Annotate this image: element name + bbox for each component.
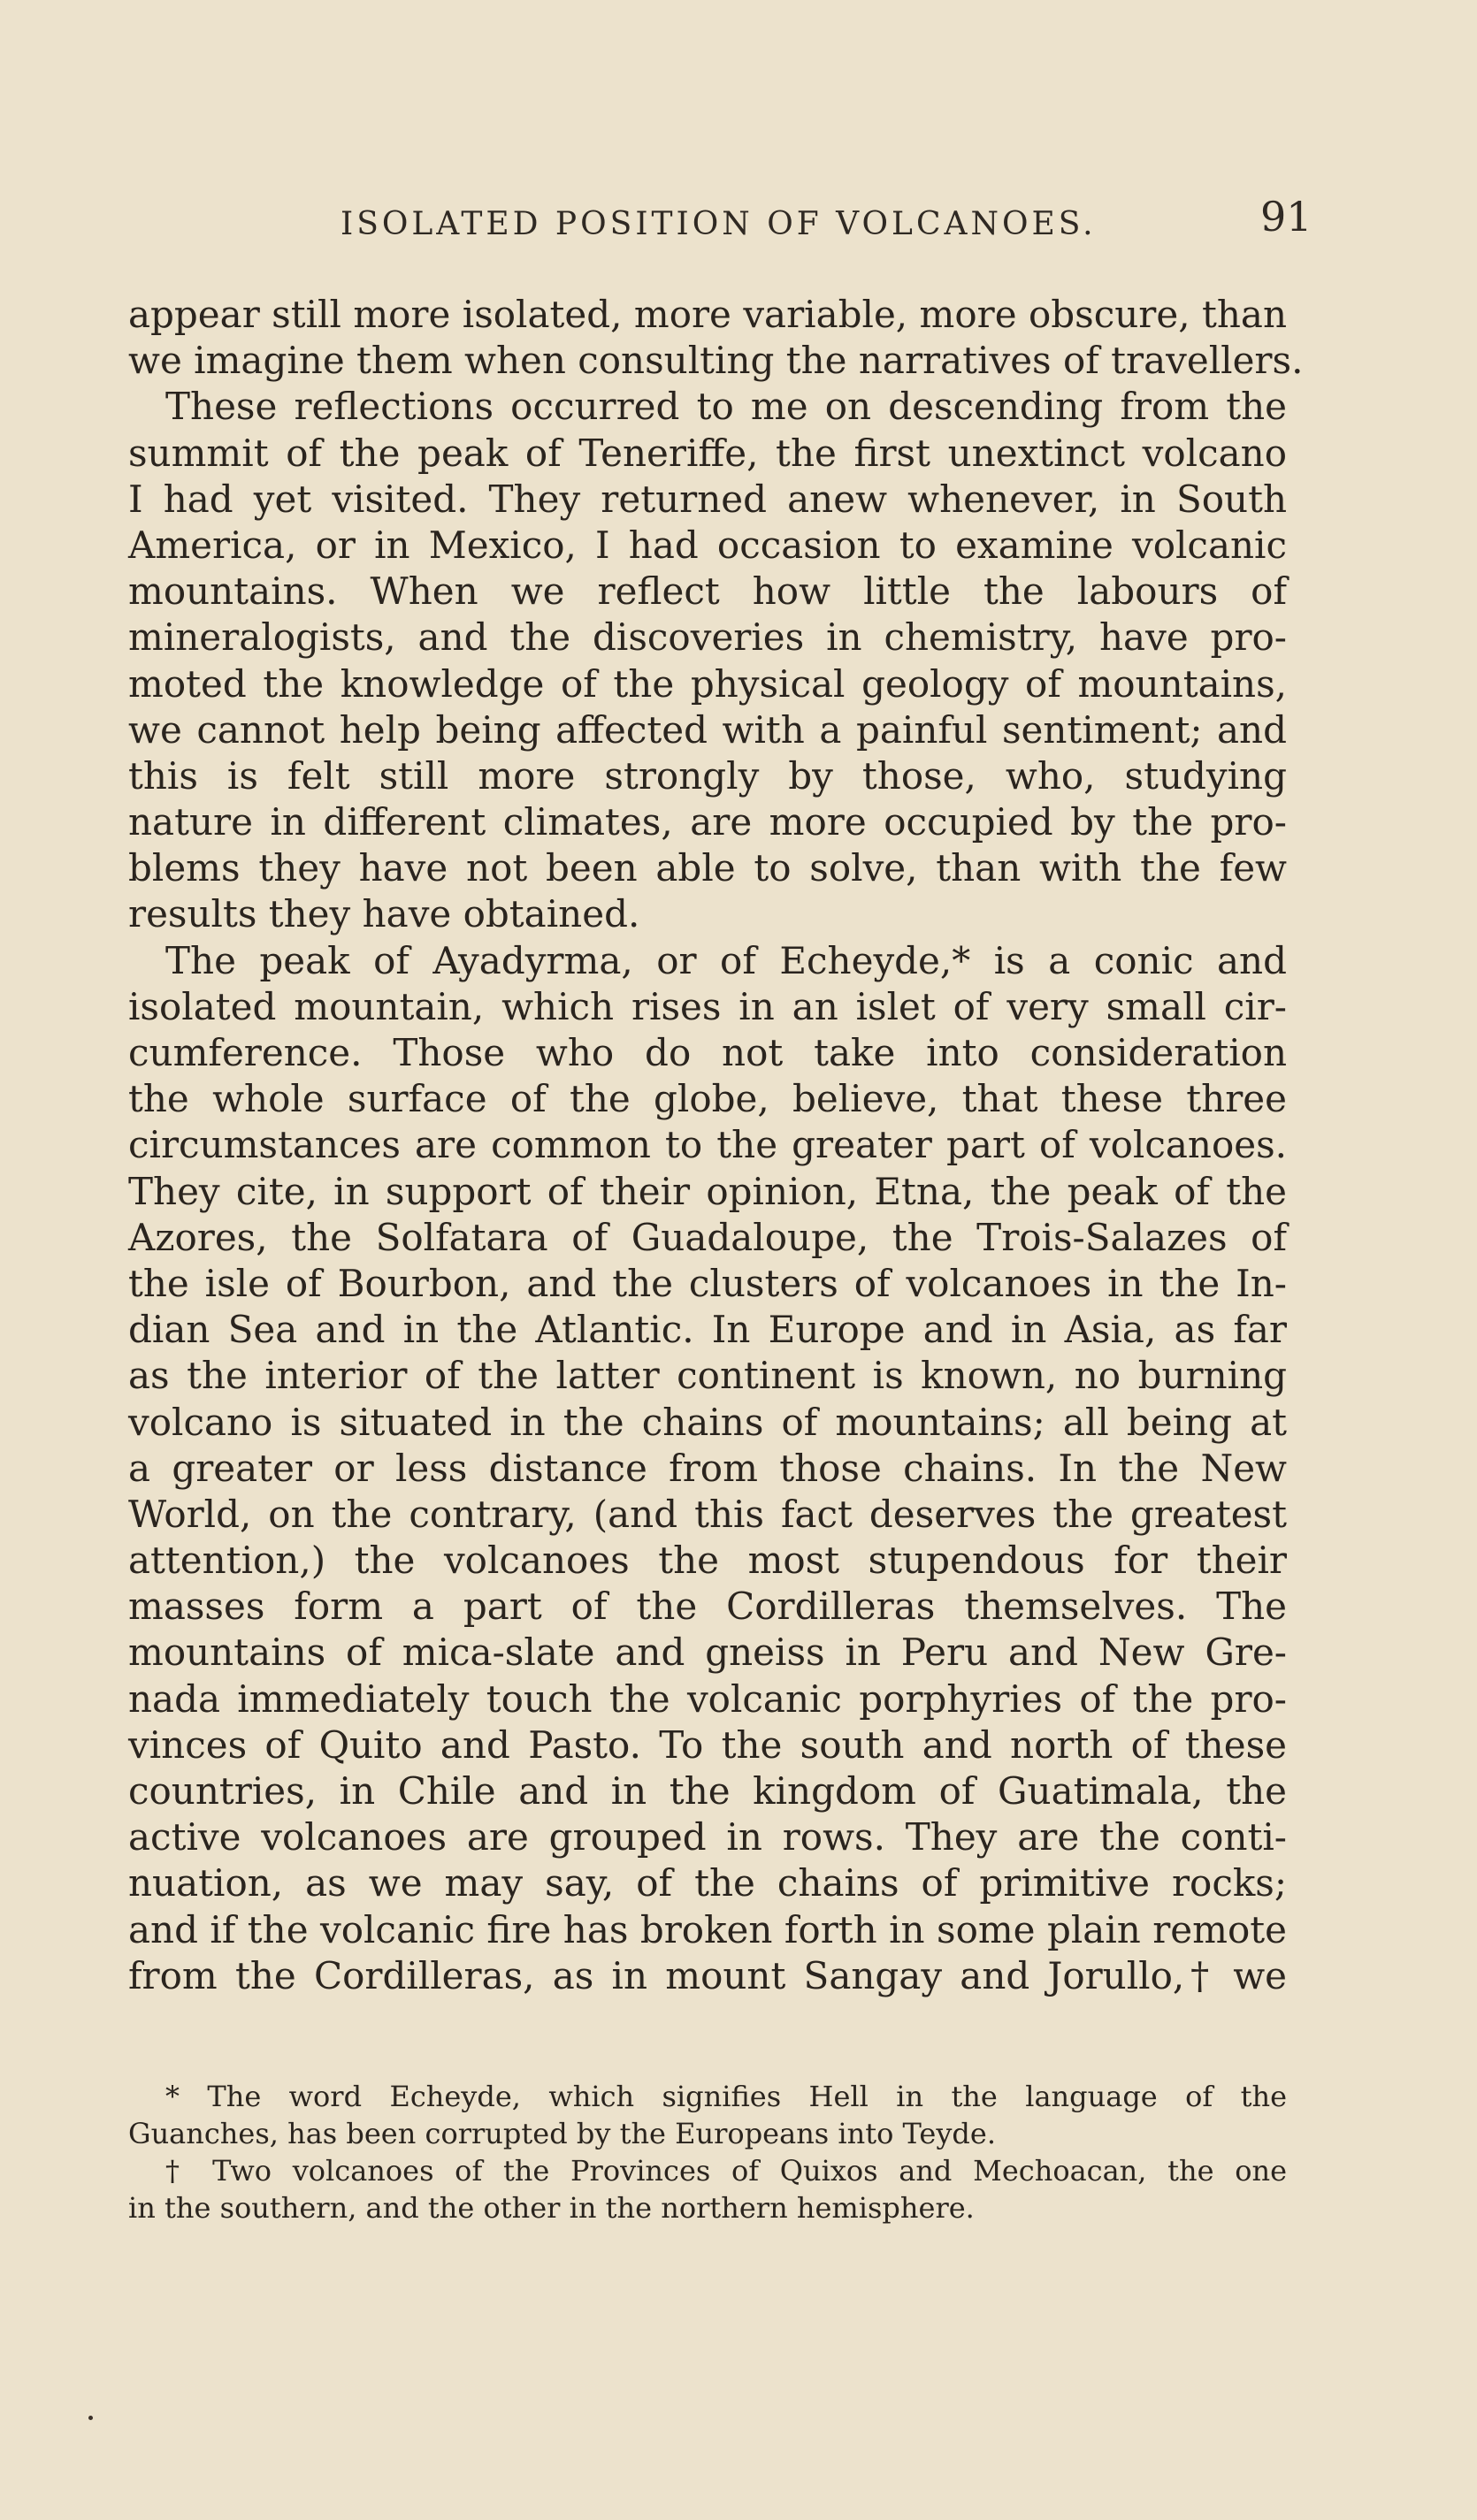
- footnote-line: in the southern, and the other in the northern hemisphere.: [128, 2191, 975, 2225]
- text-line: as the interior of the latter continent is known, no burning: [128, 1354, 1287, 1398]
- text-line: nuation, as we may say, of the chains of primitive rocks;: [128, 1861, 1287, 1905]
- text-line: we imagine them when consulting the narratives of travellers.: [128, 339, 1304, 383]
- text-line: a greater or less distance from those chains. In the New: [128, 1446, 1287, 1490]
- text-line: nature in different climates, are more occupied by the pro-: [128, 800, 1287, 844]
- text-line: vinces of Quito and Pasto. To the south and north of these: [128, 1722, 1287, 1767]
- text-line: nada immediately touch the volcanic porphyries of the pro-: [128, 1676, 1287, 1721]
- text-line: The peak of Ayadyrma, or of Echeyde,* is a conic and: [165, 938, 1287, 982]
- text-line: Azores, the Solfatara of Guadaloupe, the Trois-Salazes of: [128, 1215, 1287, 1259]
- text-line: World, on the contrary, (and this fact deserves the greatest: [128, 1492, 1287, 1536]
- footnotes: [128, 2078, 1287, 2226]
- text-line: blems they have not been able to solve, than with the few: [128, 846, 1287, 890]
- text-line: from the Cordilleras, as in mount Sangay and Jorullo,† we: [128, 1953, 1287, 1997]
- text-line: America, or in Mexico, I had occasion to examine volcanic: [128, 523, 1287, 567]
- text-line: circumstances are common to the greater part of volcanoes.: [128, 1123, 1287, 1167]
- text-line: we cannot help being affected with a painful sentiment; and: [128, 707, 1287, 752]
- text-line: cumference. Those who do not take into consideration: [128, 1031, 1287, 1074]
- text-line: mountains. When we reflect how little the labours of: [128, 569, 1287, 614]
- text-line: isolated mountain, which rises in an islet of very small cir-: [128, 984, 1287, 1028]
- body-text: [128, 292, 1304, 1999]
- text-line: active volcanoes are grouped in rows. They are the conti-: [128, 1815, 1287, 1859]
- running-head: ISOLATED POSITION OF VOLCANOES.: [341, 206, 1097, 242]
- text-line: this is felt still more strongly by those, who, studying: [128, 753, 1287, 798]
- text-line: appear still more isolated, more variable, more obscure, than: [128, 293, 1287, 336]
- text-line: summit of the peak of Teneriffe, the first unextinct volcano: [128, 431, 1287, 475]
- page-number: 91: [1260, 193, 1312, 241]
- text-line: masses form a part of the Cordilleras themselves. The: [128, 1585, 1287, 1629]
- footnote-line: † Two volcanoes of the Provinces of Quixos and Mechoacan, the one: [165, 2154, 1287, 2188]
- text-line: mountains of mica-slate and gneiss in Peru and New Gre-: [128, 1630, 1287, 1675]
- text-line: dian Sea and in the Atlantic. In Europe and in Asia, as far: [128, 1308, 1287, 1352]
- text-line: volcano is situated in the chains of mountains; all being at: [128, 1400, 1287, 1444]
- text-line: moted the knowledge of the physical geology of mountains,: [128, 661, 1287, 706]
- text-line: These reflections occurred to me on descending from the: [165, 385, 1287, 429]
- footnote-line: * The word Echeyde, which signifies Hell in the language of the: [165, 2080, 1287, 2113]
- text-line: attention,) the volcanoes the most stupendous for their: [128, 1539, 1287, 1583]
- text-line: and if the volcanic fire has broken forth in some plain remote: [128, 1907, 1287, 1951]
- text-line: mineralogists, and the discoveries in chemistry, have pro-: [128, 615, 1287, 660]
- text-line: results they have obtained.: [128, 892, 640, 936]
- text-line: the whole surface of the globe, believe, that these three: [128, 1077, 1287, 1121]
- text-line: the isle of Bourbon, and the clusters of volcanoes in the In-: [128, 1261, 1287, 1305]
- ink-speck: [88, 2416, 93, 2420]
- text-line: I had yet visited. They returned anew whenever, in South: [128, 477, 1287, 521]
- footnote-line: Guanches, has been corrupted by the Europeans into Teyde.: [128, 2117, 996, 2150]
- text-line: countries, in Chile and in the kingdom of Guatimala, the: [128, 1769, 1287, 1813]
- text-line: They cite, in support of their opinion, Etna, the peak of the: [128, 1169, 1287, 1213]
